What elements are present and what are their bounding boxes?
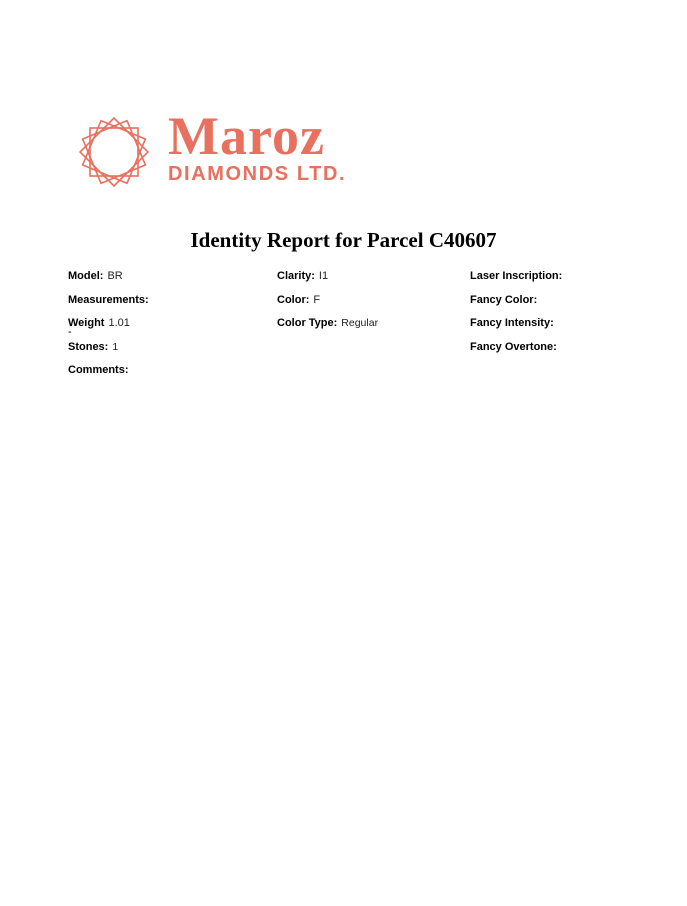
fields-column-middle	[277, 266, 467, 337]
logo-wordmark	[168, 108, 398, 186]
brand-name: Maroz	[168, 106, 325, 166]
fields-column-left	[68, 266, 268, 384]
field-label: Weight	[68, 317, 105, 329]
field-label: Stones:	[68, 340, 109, 353]
field-stones	[68, 337, 268, 361]
field-value: 1.01	[108, 317, 130, 329]
field-fancy-overtone	[470, 337, 670, 361]
field-label: Comments:	[68, 364, 129, 376]
field-clarity	[277, 266, 467, 290]
fields-column-right	[470, 266, 670, 360]
field-label: Color:	[277, 293, 310, 306]
field-value: 1	[112, 340, 119, 353]
company-logo	[76, 108, 406, 198]
field-color	[277, 290, 467, 314]
field-label: Laser Inscription:	[470, 270, 563, 282]
field-label: Model:	[68, 270, 104, 282]
field-comments	[68, 360, 268, 384]
field-fancy-color	[470, 290, 670, 314]
star-polygon-icon	[76, 114, 152, 190]
field-measurements	[68, 290, 268, 314]
field-label: Fancy Color:	[470, 293, 538, 306]
field-label: Fancy Overtone:	[470, 340, 557, 353]
field-value: Regular	[341, 317, 379, 329]
field-color-type	[277, 313, 467, 337]
field-value: BR	[107, 270, 123, 282]
report-fields	[0, 266, 687, 396]
brand-subtitle: DIAMONDS LTD.	[168, 162, 347, 185]
page-title: Identity Report for Parcel C40607	[190, 228, 497, 252]
field-fancy-intensity	[470, 313, 670, 337]
field-label: Measurements:	[68, 293, 149, 306]
field-label: Clarity:	[277, 270, 315, 282]
field-label: Color Type:	[277, 317, 338, 329]
field-weight	[68, 313, 268, 337]
field-model	[68, 266, 268, 290]
field-laser-inscription	[470, 266, 670, 290]
weight-dash: -	[68, 326, 72, 338]
field-value: F	[313, 293, 321, 306]
field-label: Fancy Intensity:	[470, 317, 554, 329]
field-value: I1	[318, 270, 329, 282]
